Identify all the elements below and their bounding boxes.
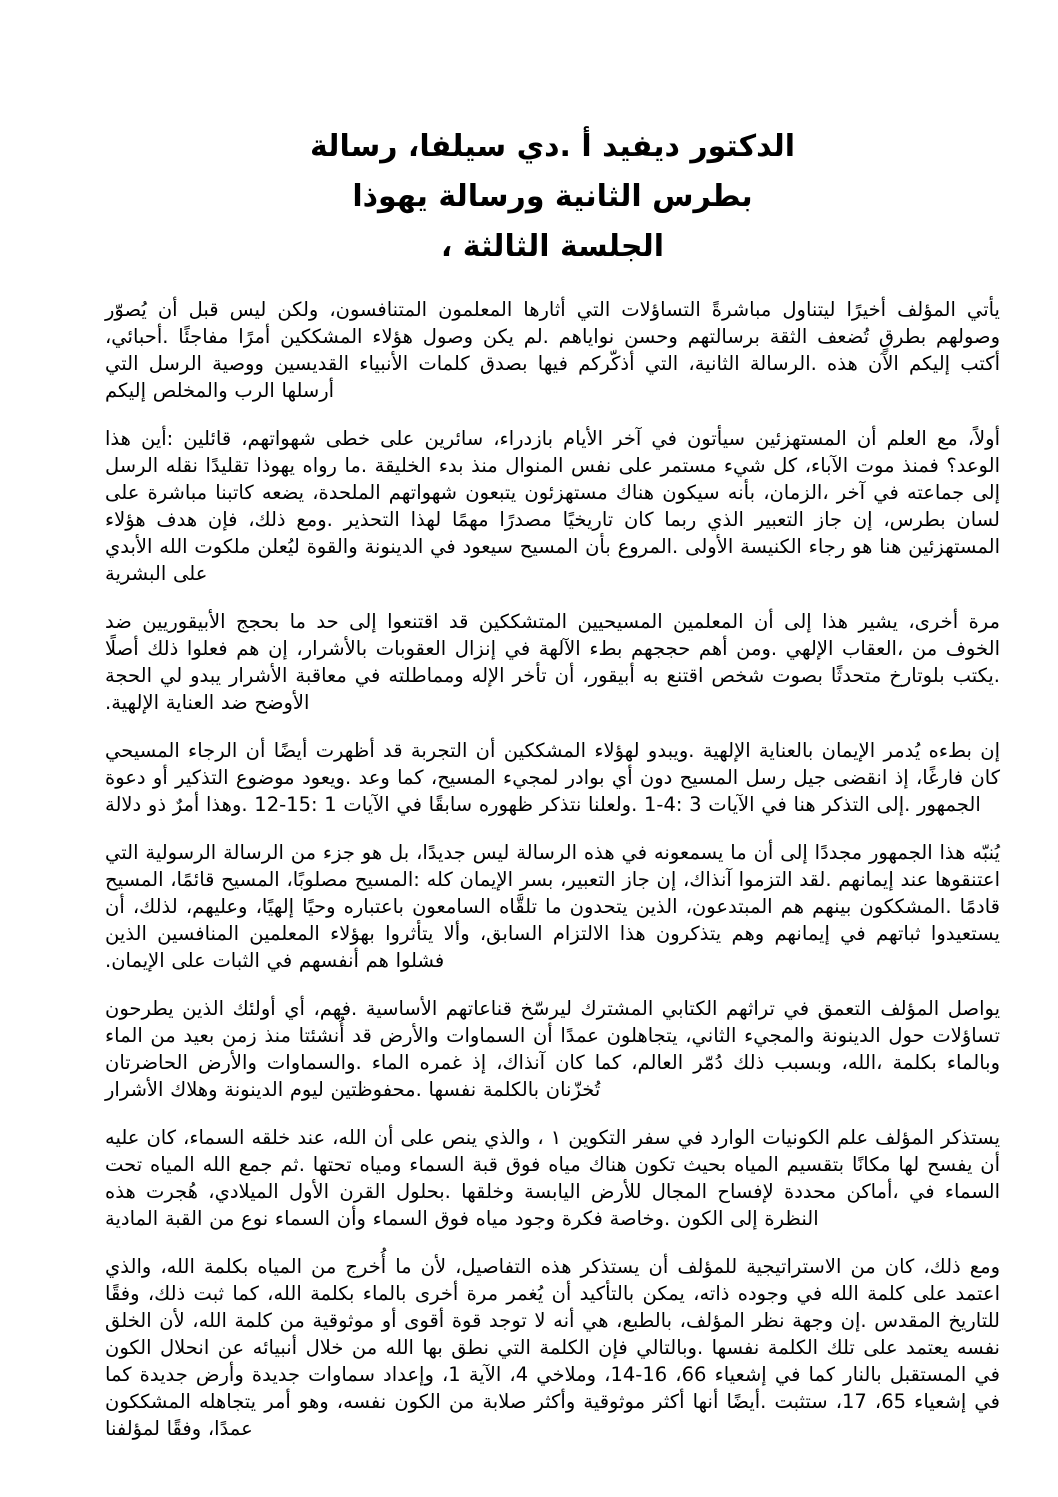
document-title [145,122,960,272]
paragraph-2: أولاً، مع العلم أن المستهزئين سيأتون في آخر الأيام بازدراء، سائرين على خطى شهواتهم، قائلين :أين هذا الوعد؟ فمنذ موت الآباء، كل شيء مستمر على نفس المنوال منذ بدء الخليقة .ما رواه يهوذا تقليدًا نقله الرسل إلى جماعته في آخر ،الزمان، بأنه سيكون هناك مستهزئون يتبعون شهواتهم الملحدة، يضعه كاتبنا مباشرة على لسان بطرس، إن جاز التعبير الذي ربما كان تاريخيًا مصدرًا مهمًا لهذا التحذير .ومع ذلك، فإن هدف هؤلاء المستهزئين هنا هو رجاء الكنيسة الأولى .المروع بأن المسيح سيعود في الدينونة والقوة ليُعلن ملكوت الله الأبدي على البشرية [105,427,1000,585]
paragraph-7: يستذكر المؤلف علم الكونيات الوارد في سفر التكوين ١ ، والذي ينص على أن الله، عند خلقه السماء، كان عليه أن يفسح لها مكانًا بتقسيم المياه بحيث تكون هناك مياه فوق قبة السماء ومياه تحتها .ثم جمع الله المياه تحت السماء في ،أماكن محددة لإفساح المجال للأرض اليابسة وخلقها .بحلول القرن الأول الميلادي، هُجرت هذه النظرة إلى الكون .وخاصة فكرة وجود مياه فوق السماء وأن السماء نوع من القبة المادية [105,1126,1000,1230]
document-body [105,296,1000,1442]
paragraph-5: يُنبّه هذا الجمهور مجددًا إلى أن ما يسمعونه في هذه الرسالة ليس جديدًا، بل هو جزء من الرسالة الرسولية التي اعتنقوها عند إيمانهم .لقد التزموا آنذاك، إن جاز التعبير، بسر الإيمان كله :المسيح مصلوبًا، المسيح قائمًا، المسيح قادمًا .المشككون بينهم هم المبتدعون، الذين يتحدون ما تلقَّاه السامعون باعتباره وحيًا إلهيًا، وعليهم، لذلك، أن يستعيدوا ثباتهم في إيمانهم وهم يتذكرون هذا الالتزام السابق، وألا يتأثروا بهؤلاء المعلمين المنافسين الذين فشلوا هم أنفسهم في الثبات على الإيمان. [105,841,1000,972]
title-line-2: بطرس الثانية ورسالة يهوذا [352,179,753,214]
paragraph-6: يواصل المؤلف التعمق في تراثهم الكتابي المشترك ليرسّخ قناعاتهم الأساسية .فهم، أي أولئك الذين يطرحون تساؤلات حول الدينونة والمجيء الثاني، يتجاهلون عمدًا أن السماوات والأرض قد أُنشئتا منذ زمن بعيد من الماء وبالماء بكلمة ،الله، وبسبب ذلك دُمّر العالم، كما كان آنذاك، إذ غمره الماء .والسماوات والأرض الحاضرتان تُخزّنان بالكلمة نفسها .محفوظتين ليوم الدينونة وهلاك الأشرار [105,997,1000,1101]
title-line-3: الجلسة الثالثة ، [440,229,665,264]
title-line-1: الدكتور ديفيد أ .دي سيلفا، رسالة [309,129,795,164]
paragraph-1: يأتي المؤلف أخيرًا ليتناول مباشرةً التساؤلات التي أثارها المعلمون المتنافسون، ولكن ليس قبل أن يُصوّر وصولهم بطرقٍ تُضعف الثقة برسالتهم وحسن نواياهم .لم يكن وصول هؤلاء المشككين أمرًا مفاجئًا .أحبائي، أكتب إليكم الآن هذه .الرسالة الثانية، التي أذكّركم فيها بصدق كلمات الأنبياء القديسين ووصية الرسل التي أرسلها الرب والمخلص إليكم [105,298,1000,402]
paragraph-8: ومع ذلك، كان من الاستراتيجية للمؤلف أن يستذكر هذه التفاصيل، لأن ما أُخرج من المياه بكلمة الله، والذي اعتمد على كلمة الله في وجوده ذاته، يمكن بالتأكيد أن يُغمر مرة أخرى بالماء بكلمة الله، كما ثبت ذلك، وفقًا للتاريخ المقدس .إن وجهة نظر المؤلف، بالطبع، هي أنه لا توجد قوة أقوى أو موثوقية من كلمة الله، لأن الخلق نفسه يعتمد على تلك الكلمة نفسها .وبالتالي فإن الكلمة التي نطق بها الله من خلال أنبيائه عن انحلال الكون في المستقبل بالنار كما في إشعياء 66، 16-14، وملاخي 4، الآية 1، وإعداد سماوات جديدة وأرض جديدة كما في إشعياء 65، 17، ستثبت .أيضًا أنها أكثر موثوقية وأكثر صلابة من الكون نفسه، وهو أمر يتجاهله المشككون عمدًا، وفقًا لمؤلفنا [105,1255,1000,1440]
paragraph-4: إن بطءه يُدمر الإيمان بالعناية الإلهية .ويبدو لهؤلاء المشككين أن التجربة قد أظهرت أيضًا أن الرجاء المسيحي كان فارغًا، إذ انقضى جيل رسل المسيح دون أي بوادر لمجيء المسيح، كما وعد .ويعود موضوع التذكير أو دعوة الجمهور .إلى التذكر هنا في الآيات 3 :4-1 .ولعلنا نتذكر ظهوره سابقًا في الآيات 1 :15-12 .وهذا أمرٌ ذو دلالة [105,739,1000,816]
paragraph-3: مرة أخرى، يشير هذا إلى أن المعلمين المسيحيين المتشككين قد اقتنعوا إلى حد ما بحجج الأبيقوريين ضد الخوف من ،العقاب الإلهي .ومن أهم حججهم بطء الآلهة في إنزال العقوبات بالأشرار، إن هم فعلوا ذلك أصلًا .يكتب بلوتارخ متحدثًا بصوت شخص اقتنع به أبيقور، أن تأخر الإله ومماطلته في معاقبة الأشرار يبدو لي الحجة الأوضح ضد العناية الإلهية. [105,610,1000,714]
